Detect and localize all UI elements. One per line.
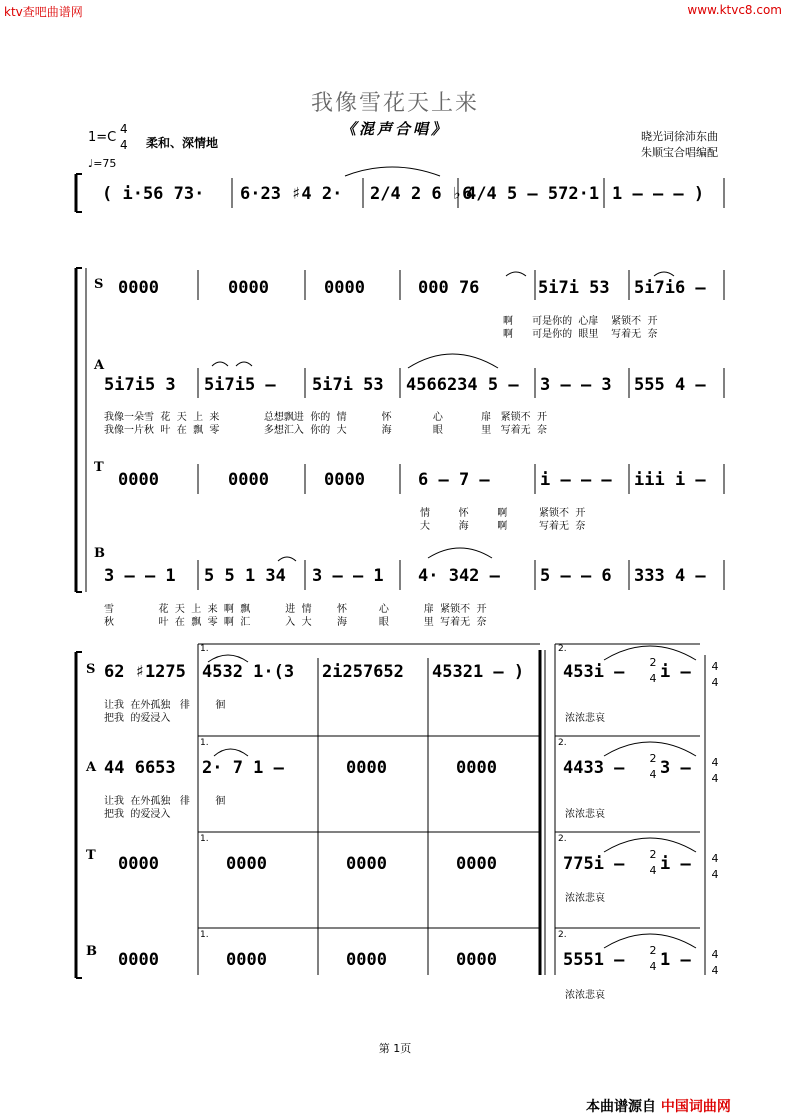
s2-alto-lyrics-2: 把我 的爱浸入 <box>104 809 171 820</box>
s2-tenor-m1: 0000 <box>118 854 159 874</box>
s2-soprano-m4: 45321 – ) <box>432 662 525 682</box>
s2-soprano-lyrics-2: 把我 的爱浸入 <box>104 713 171 724</box>
credit-line-2: 朱顺宝合唱编配 <box>641 146 718 159</box>
part-label-tenor-2: T <box>86 848 96 863</box>
volta-2-b: 2. <box>558 930 567 940</box>
s1-bass-m5: 5 – – 6 <box>540 566 612 586</box>
s1-tenor-m1: 0000 <box>118 470 159 490</box>
expression-mark: 柔和、深情地 <box>146 136 219 150</box>
s1-alto-lyrics-2: 我像一片秋 叶 在 飘 零 多想汇入 你的 大 海 眼 里 写着无 奈 <box>104 425 547 436</box>
part-label-alto-2: A <box>86 760 97 775</box>
watermark-left: ktv查吧曲谱网 <box>4 5 83 19</box>
s2-soprano-m1: 62 ♯1275 <box>104 662 186 682</box>
time-signature-den: 4 <box>120 138 128 152</box>
s1-tenor-m5: i – – – <box>540 470 612 490</box>
s1-bass-lyrics-2: 秋 叶 在 飘 零 啊 汇 入 大 海 眼 里 写着无 奈 <box>104 617 487 628</box>
s1-soprano-m4: 000 76 <box>418 278 480 298</box>
volta-2-s: 2. <box>558 644 567 654</box>
s2-alto-m4: 0000 <box>456 758 497 778</box>
s2-tenor-m4: 0000 <box>456 854 497 874</box>
part-label-alto: A <box>94 358 105 373</box>
s1-alto-m2: 5i7i5 – <box>204 375 276 395</box>
s2-soprano-m6: i – <box>660 662 691 682</box>
volta-1-t: 1. <box>200 834 209 844</box>
ts-24-den-s: 4 <box>649 672 657 685</box>
s2-bass-m4: 0000 <box>456 950 497 970</box>
s1-tenor-m3: 0000 <box>324 470 365 490</box>
s2-soprano-ending: 浓浓悲哀 <box>565 713 605 724</box>
s2-soprano-m5: 453i – <box>563 662 625 682</box>
ts-24-den-t: 4 <box>649 864 657 877</box>
s1-soprano-m1: 0000 <box>118 278 159 298</box>
volta-1-a: 1. <box>200 738 209 748</box>
s2-alto-m1: 44 6653 <box>104 758 176 778</box>
ts-24-num-b: 2 <box>649 944 657 957</box>
s2-soprano-m2: 4532 1·(3 <box>202 662 295 682</box>
s1-bass-lyrics-1: 雪 花 天 上 来 啊 飘 进 情 怀 心 扉 紧锁不 开 <box>104 604 487 615</box>
s2-bass-m1: 0000 <box>118 950 159 970</box>
s2-tenor-ending: 浓浓悲哀 <box>565 893 605 904</box>
s2-alto-ending: 浓浓悲哀 <box>565 809 605 820</box>
s1-alto-m3: 5i7i 53 <box>312 375 384 395</box>
s2-bass-m5: 5551 – <box>563 950 625 970</box>
s2-soprano-lyrics-1: 让我 在外孤独 徘 徊 <box>104 700 226 711</box>
s2-bass-m2: 0000 <box>226 950 267 970</box>
s1-tenor-m4: 6 – 7 – <box>418 470 490 490</box>
s1-bass-m2: 5 5 1 34 <box>204 566 286 586</box>
part-label-bass-2: B <box>86 944 97 959</box>
source-site-link[interactable]: 中国词曲网 <box>660 1099 731 1115</box>
s2-bass-m3: 0000 <box>346 950 387 970</box>
ts-24-den-a: 4 <box>649 768 657 781</box>
ts-44-den-a: 4 <box>711 772 719 785</box>
s1-soprano-lyrics-2: 啊 可是你的 眼里 写着无 奈 <box>503 329 658 340</box>
ts-24-den-b: 4 <box>649 960 657 973</box>
s2-bass-m6: 1 – <box>660 950 691 970</box>
ts-44-den-t: 4 <box>711 868 719 881</box>
s1-alto-m5: 3 – – 3 <box>540 375 612 395</box>
s2-alto-m3: 0000 <box>346 758 387 778</box>
ts-44-num-s: 4 <box>711 660 719 673</box>
s1-soprano-m5: 5i7i 53 <box>538 278 610 298</box>
volta-2-t: 2. <box>558 834 567 844</box>
s1-tenor-m6: iii i – <box>634 470 706 490</box>
s2-tenor-m6: i – <box>660 854 691 874</box>
source-line <box>586 1096 731 1116</box>
ts-44-num-b: 4 <box>711 948 719 961</box>
ts-24-num-t: 2 <box>649 848 657 861</box>
s1-tenor-m2: 0000 <box>228 470 269 490</box>
ts-44-den-b: 4 <box>711 964 719 977</box>
ts-44-den-s: 4 <box>711 676 719 689</box>
watermark-right: www.ktvc8.com <box>687 3 782 17</box>
source-prefix: 本曲谱源自 <box>586 1099 656 1115</box>
s2-soprano-m3: 2i257652 <box>322 662 404 682</box>
ts-24-num-a: 2 <box>649 752 657 765</box>
s1-bass-m4: 4· 342 – <box>418 566 500 586</box>
part-label-tenor: T <box>94 460 104 475</box>
volta-1-b: 1. <box>200 930 209 940</box>
intro-measure-5: 1 – – – ) <box>612 184 705 204</box>
s1-tenor-lyrics-1: 情 怀 啊 紧锁不 开 <box>420 508 586 519</box>
s2-tenor-m5: 775i – <box>563 854 625 874</box>
page-number: 第 1页 <box>378 1042 412 1055</box>
s1-tenor-lyrics-2: 大 海 啊 写着无 奈 <box>420 521 586 532</box>
s2-alto-m5: 4433 – <box>563 758 625 778</box>
s2-tenor-m2: 0000 <box>226 854 267 874</box>
s1-alto-m6: 555 4 – <box>634 375 706 395</box>
intro-measure-2: 6·23 ♯4 2· <box>240 184 343 204</box>
part-label-soprano: S <box>94 277 104 292</box>
tempo-mark: ♩=75 <box>88 157 117 170</box>
s2-alto-m6: 3 – <box>660 758 691 778</box>
intro-measure-3: 2/4 2 6 ♭6 <box>370 184 473 204</box>
s1-bass-m1: 3 – – 1 <box>104 566 176 586</box>
ts-44-num-a: 4 <box>711 756 719 769</box>
part-label-soprano-2: S <box>86 662 96 677</box>
volta-1-s: 1. <box>200 644 209 654</box>
s1-soprano-m3: 0000 <box>324 278 365 298</box>
ts-24-num-s: 2 <box>649 656 657 669</box>
s1-alto-lyrics-1: 我像一朵雪 花 天 上 来 总想飘进 你的 情 怀 心 扉 紧锁不 开 <box>104 412 547 423</box>
s1-bass-m3: 3 – – 1 <box>312 566 384 586</box>
part-label-bass: B <box>94 546 105 561</box>
s1-soprano-m6: 5i7i6 – <box>634 278 706 298</box>
credit-line-1: 晓光词徐沛东曲 <box>641 130 718 143</box>
s1-soprano-lyrics-1: 啊 可是你的 心扉 紧锁不 开 <box>503 316 658 327</box>
s1-soprano-m2: 0000 <box>228 278 269 298</box>
volta-2-a: 2. <box>558 738 567 748</box>
s1-alto-m1: 5i7i5 3 <box>104 375 176 395</box>
s2-bass-ending: 浓浓悲哀 <box>565 990 605 1001</box>
s2-alto-m2: 2· 7 1 – <box>202 758 284 778</box>
ts-44-num-t: 4 <box>711 852 719 865</box>
s1-bass-m6: 333 4 – <box>634 566 706 586</box>
song-title: 我像雪花天上来 <box>310 91 479 116</box>
song-subtitle: 《混声合唱》 <box>340 120 449 138</box>
s1-alto-m4: 4566234 5 – <box>406 375 519 395</box>
s2-tenor-m3: 0000 <box>346 854 387 874</box>
key-signature: 1=C <box>88 130 117 145</box>
time-signature-num: 4 <box>120 122 128 136</box>
intro-measure-4: 4/4 5 – 572·1 <box>466 184 600 204</box>
s2-alto-lyrics-1: 让我 在外孤独 徘 徊 <box>104 796 226 807</box>
intro-measure-1: ( i·56 73· <box>102 184 205 204</box>
